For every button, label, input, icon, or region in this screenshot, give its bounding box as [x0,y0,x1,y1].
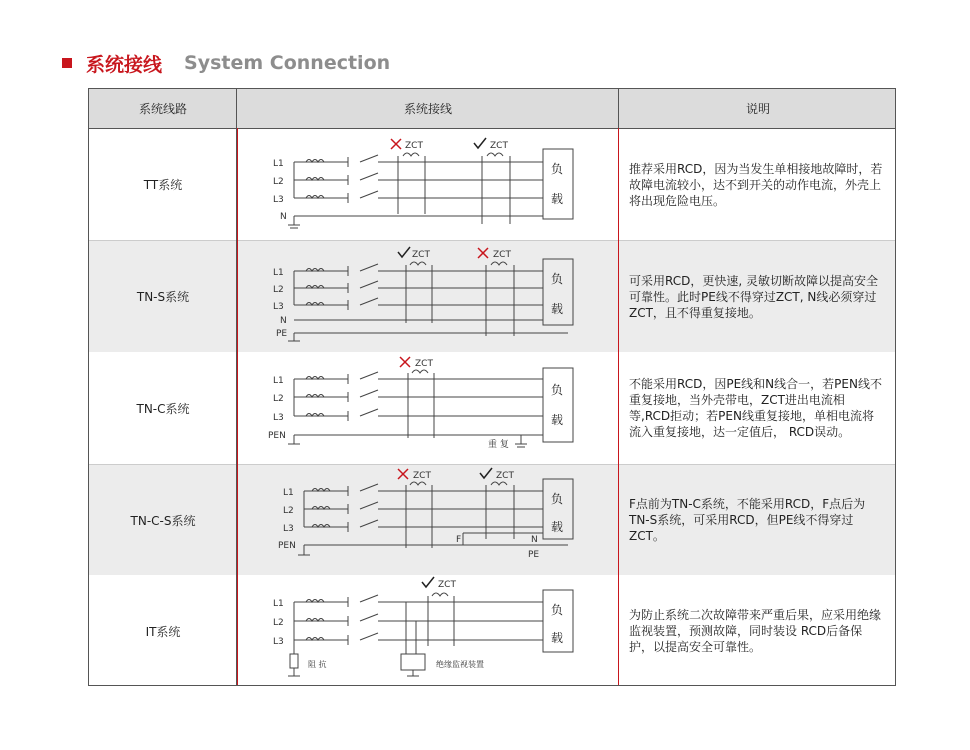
svg-text:L3: L3 [273,195,284,205]
system-name: TN-C-S系统 [130,513,196,528]
system-name: TN-S系统 [136,290,190,304]
svg-text:L2: L2 [273,285,284,295]
system-description: 推荐采用RCD，因为当发生单相接地故障时，若故障电流较小，达不到开关的动作电流，外壳上将出现危险电压。 [629,161,883,208]
table-row [89,576,895,686]
svg-text:L3: L3 [273,637,284,647]
section-header [62,48,390,78]
cross-mark-icon [400,357,410,367]
svg-text:载: 载 [551,192,564,206]
check-mark-icon [480,468,492,478]
wiring-diagram-tn-c-s [238,465,618,575]
svg-text:PEN: PEN [278,541,296,551]
table-header-row [89,89,895,129]
svg-text:载: 载 [551,302,564,316]
red-divider [618,128,619,685]
title-chinese: 系统接线 [86,53,163,76]
column-divider [618,89,619,128]
svg-text:L3: L3 [283,524,294,534]
wiring-diagram-tn-s [238,241,618,352]
svg-text:ZCT: ZCT [405,141,423,151]
system-description: 可采用RCD，更快速, 灵敏切断故障以提高安全可靠性。此时PE线不得穿过ZCT, N线必须穿过ZCT，且不得重复接地。 [629,273,878,320]
svg-text:负: 负 [551,603,564,617]
svg-text:N: N [280,316,287,326]
svg-text:L2: L2 [283,506,294,516]
wiring-diagram-tn-c [238,352,618,464]
svg-text:ZCT: ZCT [415,359,433,369]
system-description: 为防止系统二次故障带来严重后果，应采用绝缘监视装置，预测故障，同时装设 RCD后备保护，以提高安全可靠性。 [629,608,882,654]
table-row [89,352,895,465]
svg-text:L1: L1 [273,376,284,386]
system-name: TN-C系统 [136,401,190,416]
svg-text:N: N [531,535,538,545]
svg-text:L2: L2 [273,177,284,187]
svg-text:载: 载 [551,413,564,427]
check-mark-icon [422,577,434,587]
col-header-circuit: 系统线路 [138,102,187,116]
svg-text:L1: L1 [273,159,284,169]
svg-text:阻 抗: 阻 抗 [308,660,327,669]
check-mark-icon [474,138,486,148]
svg-text:L1: L1 [273,599,284,609]
svg-text:L3: L3 [273,302,284,312]
svg-text:载: 载 [551,631,564,645]
svg-text:ZCT: ZCT [493,250,511,260]
svg-text:L2: L2 [273,618,284,628]
svg-text:负: 负 [551,272,564,286]
cross-mark-icon [398,469,408,479]
wiring-diagram-tt [238,129,618,240]
svg-text:ZCT: ZCT [412,250,430,260]
svg-text:负: 负 [551,383,564,397]
system-connection-table [88,88,896,686]
table-row [89,241,895,352]
cross-mark-icon [478,248,488,258]
svg-text:F: F [456,535,462,545]
svg-text:ZCT: ZCT [496,471,514,481]
col-header-description: 说明 [745,101,770,116]
svg-text:重 复: 重 复 [488,440,509,450]
table-row [89,465,895,575]
svg-text:L3: L3 [273,413,284,423]
svg-text:负: 负 [551,492,564,506]
svg-text:ZCT: ZCT [413,471,431,481]
svg-text:绝缘监视装置: 绝缘监视装置 [436,660,484,669]
svg-text:PEN: PEN [268,431,286,441]
system-description: 不能采用RCD，因PE线和N线合一，若PEN线不重复接地，当外壳带电，ZCT进出电流相等,RCD拒动；若PEN线重复接地，单相电流将流入重复接地，达一定值后， RCD误动。 [629,377,882,439]
system-name: TT系统 [143,178,183,192]
check-mark-icon [398,247,410,257]
col-header-wiring: 系统接线 [403,102,452,116]
svg-text:PE: PE [276,329,288,339]
svg-text:L1: L1 [273,268,284,278]
svg-text:N: N [280,212,287,222]
table-row [89,129,895,241]
square-bullet-icon [62,58,72,68]
title-english: System Connection [184,52,391,74]
red-divider [237,128,238,685]
svg-text:PE: PE [528,550,540,560]
svg-text:L2: L2 [273,394,284,404]
svg-text:载: 载 [551,520,564,534]
system-description: F点前为TN-C系统，不能采用RCD，F点后为TN-S系统，可采用RCD，但PE线不得穿过ZCT。 [629,497,866,543]
wiring-diagram-it [238,576,618,686]
system-name: IT系统 [145,624,181,639]
svg-text:负: 负 [551,162,564,176]
cross-mark-icon [391,139,401,149]
svg-text:L1: L1 [283,488,294,498]
svg-text:ZCT: ZCT [438,580,456,590]
svg-text:ZCT: ZCT [490,141,508,151]
